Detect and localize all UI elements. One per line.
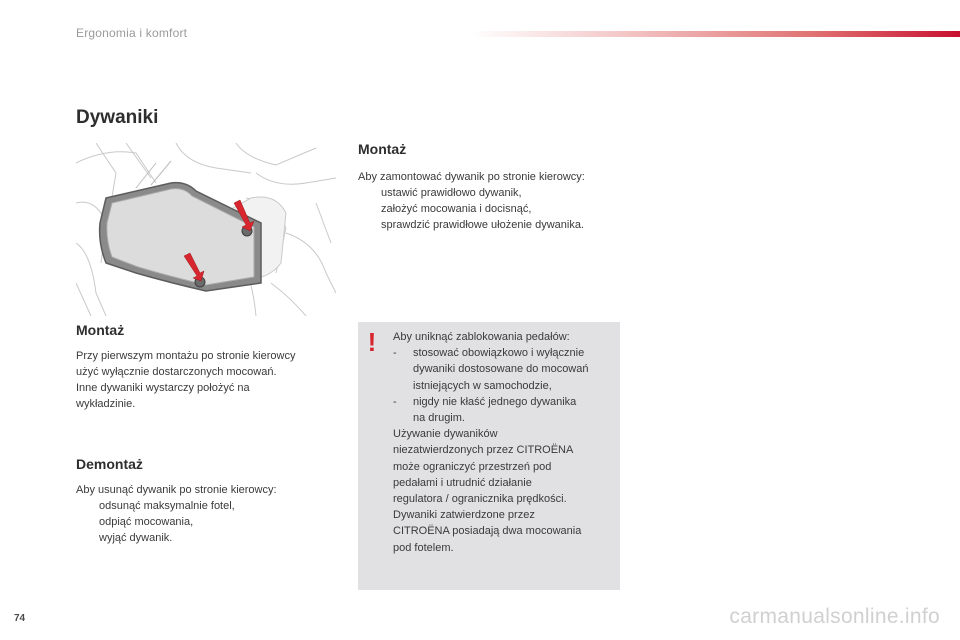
list-item: [393, 394, 615, 426]
list-item-text: sprawdzić prawidłowe ułożenie dywanika.: [381, 219, 584, 231]
warning-line: Używanie dywaników: [393, 428, 498, 441]
section-heading: Demontaż: [76, 456, 143, 472]
warning-line: pedałami i utrudnić działanie: [393, 476, 532, 489]
page-number: 74: [14, 613, 26, 624]
intro-text: Aby zamontować dywanik po stronie kierowcy:: [358, 171, 585, 183]
list-item: [358, 185, 628, 201]
list-item: [393, 345, 615, 394]
step-list: [76, 498, 331, 546]
warning-line: niezatwierdzonych przez CITROËNA: [393, 444, 574, 457]
header-title: Ergonomia i komfort: [76, 26, 188, 40]
list-item-text: ustawić prawidłowo dywanik,: [381, 187, 522, 199]
warning-line: może ograniczyć przestrzeń pod: [393, 460, 552, 473]
list-item-line: na drugim.: [413, 412, 465, 425]
list-item: [76, 514, 331, 530]
list-item-line: stosować obowiązkowo i wyłącznie: [413, 347, 585, 360]
section-montaz-right: [358, 141, 628, 233]
paragraph-line: Przy pierwszym montażu po stronie kierowcy: [76, 350, 296, 362]
list-item-text: odsunąć maksymalnie fotel,: [99, 500, 235, 512]
section-montaz-left: [76, 322, 331, 412]
intro-text: Aby usunąć dywanik po stronie kierowcy:: [76, 484, 277, 496]
list-item: [76, 498, 331, 514]
step-list: [358, 185, 628, 233]
section-heading: Montaż: [76, 322, 125, 338]
paragraph-line: Inne dywaniki wystarczy położyć na: [76, 382, 250, 394]
list-item: [76, 530, 331, 546]
header-accent-bar: [470, 31, 960, 37]
list-item-text: wyjąć dywanik.: [99, 532, 173, 544]
list-item-line: istniejących w samochodzie,: [413, 379, 552, 392]
list-item-text: odpiąć mocowania,: [99, 516, 194, 528]
floor-mat-illustration: [76, 143, 336, 316]
paragraph-line: wykładzinie.: [76, 398, 136, 410]
dash-marker: -: [393, 395, 397, 408]
warning-line: Dywaniki zatwierdzone przez: [393, 509, 535, 522]
warning-line: regulatora / ogranicznika prędkości.: [393, 493, 567, 506]
warning-intro: Aby uniknąć zablokowania pedałów:: [393, 331, 570, 343]
section-heading: Montaż: [358, 141, 407, 157]
page-title: Dywaniki: [76, 107, 159, 128]
warning-content: [393, 329, 615, 556]
paragraph-line: użyć wyłącznie dostarczonych mocowań.: [76, 366, 277, 378]
warning-line: pod fotelem.: [393, 541, 454, 554]
watermark: carmanualsonline.info: [729, 605, 940, 628]
exclamation-warning-icon: !: [367, 327, 377, 357]
warning-list: [393, 345, 615, 426]
warning-line: CITROËNA posiadają dwa mocowania: [393, 525, 582, 538]
list-item: [358, 217, 628, 233]
warning-box: [358, 322, 620, 590]
section-demontaz: [76, 456, 331, 546]
dash-marker: -: [393, 347, 397, 360]
list-item-line: nigdy nie kłaść jednego dywanika: [413, 395, 577, 408]
list-item-line: dywaniki dostosowane do mocowań: [413, 363, 589, 376]
list-item-text: założyć mocowania i docisnąć,: [381, 203, 532, 215]
list-item: [358, 201, 628, 217]
